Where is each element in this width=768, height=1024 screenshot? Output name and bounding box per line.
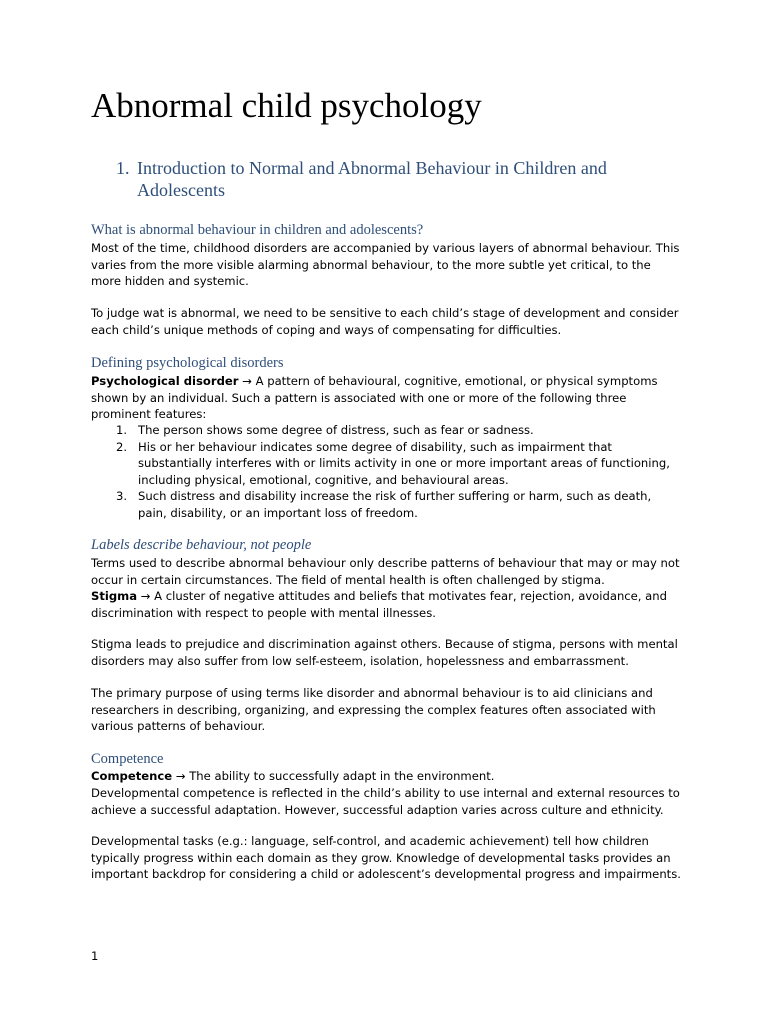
paragraph-psychological-disorder-definition bbox=[91, 373, 681, 423]
paragraph-developmental-competence: Developmental competence is reflected in the child’s ability to use internal and external resources to achieve a successful adaptation. However, successful adaption varies across culture and ethnicity. bbox=[91, 786, 680, 817]
definition-text: A pattern of behavioural, cognitive, emotional, or physical symptoms shown by an individual. Such a pattern is associated with one or more of the following three prominent features: bbox=[91, 374, 658, 421]
list-item-number: 3. bbox=[116, 489, 128, 503]
list-item bbox=[91, 488, 681, 521]
paragraph-labels-1: Terms used to describe abnormal behaviour only describe patterns of behaviour that may or may not occur in certain circumstances. The field of mental health is often challenged by stigma. bbox=[91, 556, 680, 587]
heading-competence: Competence bbox=[91, 751, 164, 767]
document-title: Abnormal child psychology bbox=[91, 86, 482, 125]
definition-text: The ability to successfully adapt in the environment. bbox=[185, 769, 495, 783]
features-list bbox=[91, 422, 681, 521]
paragraph-competence-definition bbox=[91, 768, 681, 785]
list-item-number: 1. bbox=[116, 423, 128, 437]
paragraph-purpose-of-terms: The primary purpose of using terms like disorder and abnormal behaviour is to aid clinicians and researchers in describing, organizing, and expressing the complex features often associated with various patterns of behaviour. bbox=[91, 686, 656, 733]
paragraph-abnormal-2: To judge wat is abnormal, we need to be sensitive to each child’s stage of development and consider each child’s unique methods of coping and ways of compensating for difficulties. bbox=[91, 306, 679, 337]
section-title: Introduction to Normal and Abnormal Behaviour in Children and Adolescents bbox=[137, 158, 607, 200]
arrow-glyph: → bbox=[175, 769, 186, 783]
section-heading-introduction bbox=[116, 157, 656, 201]
heading-labels-describe-behaviour: Labels describe behaviour, not people bbox=[91, 537, 312, 553]
definition-text: A cluster of negative attitudes and beliefs that motivates fear, rejection, avoidance, and discrimination with respect to people with mental illnesses. bbox=[91, 589, 667, 620]
term-psychological-disorder: Psychological disorder bbox=[91, 374, 239, 388]
list-item bbox=[91, 422, 681, 439]
list-item-text: Such distress and disability increase the risk of further suffering or harm, such as death, pain, disability, or an important loss of freedom. bbox=[138, 489, 652, 520]
list-item-text: The person shows some degree of distress, such as fear or sadness. bbox=[138, 423, 534, 437]
arrow-glyph: → bbox=[242, 374, 252, 388]
paragraph-stigma-effects: Stigma leads to prejudice and discrimination against others. Because of stigma, persons with mental disorders may also suffer from low self-esteem, isolation, hopelessness and embarrassment. bbox=[91, 637, 678, 668]
paragraph-stigma-definition bbox=[91, 588, 681, 621]
term-competence: Competence bbox=[91, 769, 173, 783]
heading-defining-disorders: Defining psychological disorders bbox=[91, 355, 284, 371]
paragraph-developmental-tasks: Developmental tasks (e.g.: language, self-control, and academic achievement) tell how children typically progress within each domain as they grow. Knowledge of developmental tasks provides an important backdrop for considering a child or adolescent’s developmental progress and impairments. bbox=[91, 834, 681, 881]
term-stigma: Stigma bbox=[91, 589, 138, 603]
heading-abnormal-behaviour: What is abnormal behaviour in children and adolescents? bbox=[91, 222, 424, 238]
paragraph-abnormal-1: Most of the time, childhood disorders are accompanied by various layers of abnormal behaviour. This varies from the more visible alarming abnormal behaviour, to the more subtle yet critical, to the more hidden and systemic. bbox=[91, 241, 680, 288]
arrow-glyph: → bbox=[140, 589, 151, 603]
list-item bbox=[91, 439, 681, 489]
section-number: 1. bbox=[116, 158, 130, 178]
list-item-number: 2. bbox=[116, 439, 128, 454]
list-item-text: His or her behaviour indicates some degree of disability, such as impairment that substantially interferes with or limits activity in one or more important areas of functioning, including physical, emotional, cognitive, and behavioural areas. bbox=[138, 439, 670, 487]
page-number: 1 bbox=[91, 949, 99, 963]
